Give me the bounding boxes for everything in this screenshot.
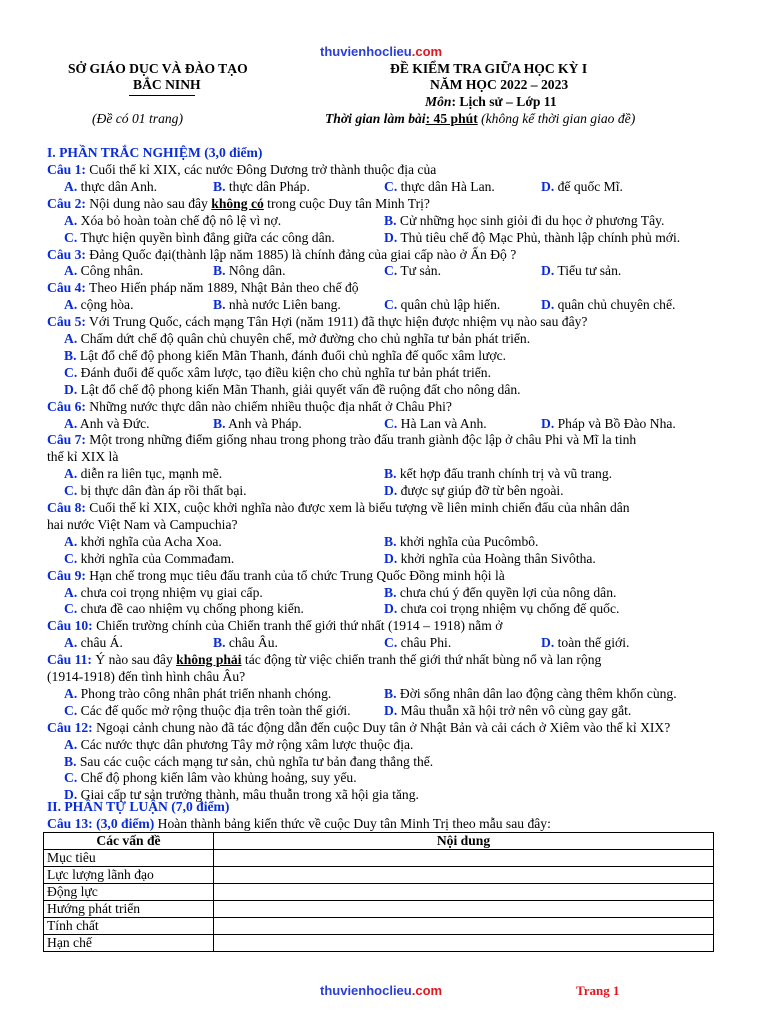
table-cell-empty[interactable] xyxy=(214,935,714,952)
emphasis-text: không có xyxy=(211,195,264,211)
answer-option[interactable] xyxy=(213,263,286,280)
option-text: quân chủ lập hiến. xyxy=(400,297,501,313)
answer-option[interactable] xyxy=(541,416,676,433)
option-letter: A. xyxy=(64,415,78,431)
table-cell: Tính chất xyxy=(44,918,214,935)
option-letter: C. xyxy=(384,415,398,431)
option-text: Các nước thực dân phương Tây mở rộng xâm lược thuộc địa. xyxy=(80,736,414,752)
option-letter: A. xyxy=(64,635,78,651)
question-text: Đảng Quốc đại(thành lập năm 1885) là chính đảng của giai cấp nào ở Ấn Độ ? xyxy=(85,246,517,262)
option-text: kết hợp đấu tranh chính trị và vũ trang. xyxy=(399,466,613,482)
table-cell: Hướng phát triển xyxy=(44,901,214,918)
question-text: Ngoại cảnh chung nào đã tác động dẫn đến cuộc Duy tân ở Nhật Bản và cải cách ở Xiêm vào thế kỉ XIX? xyxy=(92,719,671,735)
option-letter: D. xyxy=(64,381,78,397)
question-3 xyxy=(47,247,742,264)
option-letter: D. xyxy=(384,483,398,499)
answer-option[interactable] xyxy=(384,466,612,483)
question-text: trong cuộc Duy tân Minh Trị? xyxy=(263,195,430,211)
option-text: Anh và Pháp. xyxy=(228,415,302,431)
option-text: khởi nghĩa của Acha Xoa. xyxy=(80,533,222,549)
option-letter: C. xyxy=(64,702,78,718)
option-letter: B. xyxy=(213,415,226,431)
option-letter: D. xyxy=(541,178,555,194)
watermark-domain: .com xyxy=(411,983,443,998)
answer-option[interactable] xyxy=(213,179,310,196)
answer-option[interactable] xyxy=(64,297,133,314)
question-6 xyxy=(47,399,742,416)
option-text: châu Á. xyxy=(80,635,123,651)
subject-value: : Lịch sử – Lớp 11 xyxy=(451,94,557,109)
option-letter: C. xyxy=(64,364,78,380)
question-text: Theo Hiến pháp năm 1889, Nhật Bản theo chế độ xyxy=(85,280,359,296)
answer-option[interactable] xyxy=(384,686,677,703)
option-letter: B. xyxy=(64,347,77,363)
option-text: chưa coi trọng nhiệm vụ giai cấp. xyxy=(80,584,263,600)
option-letter: B. xyxy=(384,212,397,228)
department-name: SỞ GIÁO DỤC VÀ ĐÀO TẠO xyxy=(68,61,248,76)
option-text: khởi nghĩa của Hoàng thân Sivôtha. xyxy=(400,550,596,566)
answer-option[interactable] xyxy=(64,348,506,365)
answer-option[interactable] xyxy=(384,635,451,652)
table-cell-empty[interactable] xyxy=(214,918,714,935)
answer-option[interactable] xyxy=(64,585,263,602)
option-text: chưa coi trọng nhiệm vụ chống đế quốc. xyxy=(400,601,620,617)
answer-option[interactable] xyxy=(64,601,304,618)
question-9 xyxy=(47,568,742,585)
question-2 xyxy=(47,196,742,213)
option-text: Cử những học sinh giỏi đi du học ở phương Tây. xyxy=(399,212,665,228)
watermark-top xyxy=(320,44,442,60)
question-label: Câu 11: xyxy=(47,652,92,668)
answer-option[interactable] xyxy=(64,483,247,500)
answer-option[interactable] xyxy=(64,770,357,787)
table-row xyxy=(44,935,714,952)
part1-title: I. PHẦN TRẮC NGHIỆM (3,0 điểm) xyxy=(47,145,263,160)
answer-option[interactable] xyxy=(384,601,619,618)
table-row xyxy=(44,867,714,884)
answer-option[interactable] xyxy=(64,703,351,720)
answer-option[interactable] xyxy=(384,551,596,568)
question-label: Câu 13: (3,0 điểm) xyxy=(47,816,155,831)
question-label: Câu 9: xyxy=(47,567,86,583)
answer-option[interactable] xyxy=(213,416,302,433)
option-text: châu Phi. xyxy=(400,635,452,651)
question-label: Câu 5: xyxy=(47,314,86,330)
option-text: khởi nghĩa của Pucômbô. xyxy=(399,533,539,549)
option-text: cộng hòa. xyxy=(80,297,134,313)
table-row xyxy=(44,901,714,918)
part2-title: II. PHẦN TỰ LUẬN (7,0 điểm) xyxy=(47,799,230,814)
table-header-cell: Các vấn đề xyxy=(44,833,214,850)
option-letter: B. xyxy=(213,635,226,651)
option-letter: C. xyxy=(384,178,398,194)
option-text: diễn ra liên tục, mạnh mẽ. xyxy=(80,466,223,482)
option-text: Nông dân. xyxy=(228,263,286,279)
answer-option[interactable] xyxy=(541,635,629,652)
option-text: Chấm dứt chế độ quân chủ chuyên chế, mở đường cho chủ nghĩa tư bản phát triển. xyxy=(80,331,531,346)
table-cell-empty[interactable] xyxy=(214,901,714,918)
question-text: Hạn chế trong mục tiêu đấu tranh của tổ chức Trung Quốc Đồng minh hội là xyxy=(85,567,505,583)
option-letter: D. xyxy=(541,415,555,431)
table-row xyxy=(44,918,714,935)
option-text: Xóa bỏ hoàn toàn chế độ nô lệ vì nợ. xyxy=(80,212,282,228)
province-name: BẮC NINH xyxy=(133,77,201,92)
question-label: Câu 3: xyxy=(47,246,86,262)
question-5 xyxy=(47,314,742,331)
answer-option[interactable] xyxy=(384,703,631,720)
question-label: Câu 1: xyxy=(47,162,86,177)
option-text: Tiểu tư sản. xyxy=(557,263,622,279)
answer-option[interactable] xyxy=(384,179,495,196)
watermark-text: thuvienhoclieu xyxy=(320,44,412,59)
question-7 xyxy=(47,432,742,449)
option-letter: C. xyxy=(64,483,78,499)
option-letter: C. xyxy=(64,229,78,245)
answer-option[interactable] xyxy=(64,754,433,771)
answer-option[interactable] xyxy=(384,230,680,247)
answer-option[interactable] xyxy=(384,416,487,433)
answer-option[interactable] xyxy=(384,213,664,230)
answer-option[interactable] xyxy=(64,331,530,348)
answer-option[interactable] xyxy=(384,534,538,551)
option-text: Công nhân. xyxy=(80,263,144,279)
table-row xyxy=(44,850,714,867)
option-letter: B. xyxy=(213,263,226,279)
option-letter: C. xyxy=(384,635,398,651)
time-note: (không kể thời gian giao đề) xyxy=(481,111,636,126)
option-letter: B. xyxy=(213,297,226,313)
option-letter: B. xyxy=(213,178,226,194)
option-text: Tư sản. xyxy=(400,263,441,279)
question-label: Câu 4: xyxy=(47,280,86,296)
option-letter: C. xyxy=(384,297,398,313)
table-cell-empty[interactable] xyxy=(214,867,714,884)
table-row xyxy=(44,884,714,901)
option-text: Giai cấp tư sản trưởng thành, mâu thuẫn trong xã hội gia tăng. xyxy=(80,787,419,803)
option-letter: C. xyxy=(64,601,78,617)
option-text: quân chủ chuyên chế. xyxy=(557,297,676,313)
question-4 xyxy=(47,280,742,297)
question-text: Chiến trường chính của Chiến tranh thế giới thứ nhất (1914 – 1918) nằm ở xyxy=(92,618,503,634)
option-text: chưa chú ý đến quyền lợi của nông dân. xyxy=(399,584,617,600)
option-text: Phong trào công nhân phát triển nhanh chóng. xyxy=(80,685,332,701)
option-letter: D. xyxy=(541,635,555,651)
question-text: Cuối thế kỉ XIX, cuộc khởi nghĩa nào được xem là biểu tượng về liên minh chiến đấu của nhân dân xyxy=(85,500,630,515)
page-number: Trang 1 xyxy=(576,983,620,998)
question-text-continued: (1914-1918) đến tình hình châu Âu? xyxy=(47,669,246,684)
option-text: Pháp và Bồ Đào Nha. xyxy=(557,415,676,431)
option-letter: C. xyxy=(64,770,78,786)
watermark-text: thuvienhoclieu xyxy=(320,983,412,998)
pages-note: (Đề có 01 trang) xyxy=(92,111,183,126)
question-8 xyxy=(47,500,742,517)
answer-option[interactable] xyxy=(384,263,441,280)
question-1 xyxy=(47,162,742,179)
answer-option[interactable] xyxy=(541,179,623,196)
option-text: được sự giúp đỡ từ bên ngoài. xyxy=(400,483,564,499)
option-letter: A. xyxy=(64,297,78,313)
option-text: Hà Lan và Anh. xyxy=(400,415,487,431)
option-letter: D. xyxy=(384,601,398,617)
option-letter: C. xyxy=(384,263,398,279)
header-underline xyxy=(129,95,195,96)
emphasis-text: không phải xyxy=(176,652,242,668)
option-letter: A. xyxy=(64,533,78,549)
table-cell: Lực lượng lãnh đạo xyxy=(44,867,214,884)
question-text: Cuối thế kỉ XIX, các nước Đông Dương trở thành thuộc địa của xyxy=(85,162,437,177)
option-letter: B. xyxy=(384,685,397,701)
answer-option[interactable] xyxy=(64,686,331,703)
question-label: Câu 2: xyxy=(47,195,86,211)
question-text: Những nước thực dân nào chiếm nhiều thuộc địa nhất ở Châu Phi? xyxy=(85,398,452,414)
table-cell: Hạn chế xyxy=(44,935,214,952)
answer-option[interactable] xyxy=(64,466,222,483)
question-label: Câu 7: xyxy=(47,432,86,448)
option-text: thực dân Pháp. xyxy=(228,178,310,194)
answer-option[interactable] xyxy=(384,483,564,500)
answer-option[interactable] xyxy=(64,365,491,382)
answer-option[interactable] xyxy=(64,382,521,399)
option-text: đế quốc Mĩ. xyxy=(557,178,623,194)
option-text: thực dân Anh. xyxy=(80,178,158,194)
option-text: Chế độ phong kiến lâm vào khủng hoảng, suy yếu. xyxy=(80,770,357,786)
question-text: Một trong những điểm giống nhau trong phong trào đấu tranh giành độc lập ở châu Phi và Mĩ la tinh xyxy=(85,432,637,448)
question-12 xyxy=(47,720,742,737)
question-label: Câu 6: xyxy=(47,398,86,414)
option-letter: D. xyxy=(384,229,398,245)
option-text: Đánh đuổi đế quốc xâm lược, tạo điều kiện cho chủ nghĩa tư bản phát triển. xyxy=(80,364,491,380)
table-header-cell: Nội dung xyxy=(214,833,714,850)
answer-option[interactable] xyxy=(541,263,621,280)
option-text: toàn thế giới. xyxy=(557,635,630,651)
option-letter: D. xyxy=(541,297,555,313)
option-letter: B. xyxy=(384,466,397,482)
question-text-continued: thế kỉ XIX là xyxy=(47,449,119,465)
option-text: Thủ tiêu chế độ Mạc Phủ, thành lập chính phủ mới. xyxy=(400,229,681,245)
exam-title: ĐỀ KIỂM TRA GIỮA HỌC KỲ I xyxy=(390,61,588,76)
table-cell: Mục tiêu xyxy=(44,850,214,867)
option-letter: A. xyxy=(64,212,78,228)
option-letter: A. xyxy=(64,263,78,279)
option-letter: A. xyxy=(64,331,78,346)
question-text-continued: hai nước Việt Nam và Campuchia? xyxy=(47,516,238,532)
option-letter: A. xyxy=(64,685,78,701)
table-cell: Động lực xyxy=(44,884,214,901)
option-text: Đời sống nhân dân lao động càng thêm khốn cùng. xyxy=(399,685,677,701)
question-label: Câu 8: xyxy=(47,500,86,515)
option-text: thực dân Hà Lan. xyxy=(400,178,495,194)
option-letter: A. xyxy=(64,466,78,482)
table-header-row xyxy=(44,833,714,850)
table-cell-empty[interactable] xyxy=(214,850,714,867)
question-text: Hoàn thành bảng kiến thức về cuộc Duy tân Minh Trị theo mẫu sau đây: xyxy=(154,816,551,831)
option-text: khởi nghĩa của Commađam. xyxy=(80,550,235,566)
subject-label: Môn xyxy=(425,94,452,109)
option-text: Lật đổ chế độ phong kiến Mãn Thanh, giải quyết vấn đề ruộng đất cho nông dân. xyxy=(80,381,521,397)
question-13 xyxy=(47,816,742,833)
answer-option[interactable] xyxy=(64,179,157,196)
option-text: châu Âu. xyxy=(228,635,278,651)
option-letter: B. xyxy=(64,753,77,769)
answer-option[interactable] xyxy=(213,635,278,652)
question-label: Câu 12: xyxy=(47,719,93,735)
answer-option[interactable] xyxy=(213,297,341,314)
option-letter: D. xyxy=(384,550,398,566)
question-10 xyxy=(47,618,742,635)
time-value: : 45 phút xyxy=(425,111,478,126)
question-label: Câu 10: xyxy=(47,618,93,634)
option-text: Thực hiện quyền bình đẳng giữa các công dân. xyxy=(80,229,335,245)
option-letter: B. xyxy=(384,533,397,549)
answer-option[interactable] xyxy=(64,534,222,551)
answer-option[interactable] xyxy=(384,585,616,602)
option-text: Các đế quốc mở rộng thuộc địa trên toàn thế giới. xyxy=(80,702,351,718)
option-text: chưa đề cao nhiệm vụ chống phong kiến. xyxy=(80,601,304,617)
watermark-domain: .com xyxy=(411,44,443,59)
option-text: nhà nước Liên bang. xyxy=(228,297,341,313)
answer-option[interactable] xyxy=(384,297,500,314)
subject-line xyxy=(425,94,557,110)
question-text: Nội dung nào sau đây xyxy=(85,195,212,211)
time-label: Thời gian làm bài xyxy=(325,111,426,126)
option-text: bị thực dân đàn áp rồi thất bại. xyxy=(80,483,247,499)
option-letter: D. xyxy=(64,787,78,803)
answer-option[interactable] xyxy=(64,230,335,247)
option-text: Lật đổ chế độ phong kiến Mãn Thanh, đánh đuổi chủ nghĩa đế quốc xâm lược. xyxy=(79,347,507,363)
question-11 xyxy=(47,652,742,669)
option-letter: B. xyxy=(384,584,397,600)
school-year: NĂM HỌC 2022 – 2023 xyxy=(430,77,569,92)
watermark-bottom xyxy=(320,983,442,999)
option-letter: A. xyxy=(64,178,78,194)
table-cell-empty[interactable] xyxy=(214,884,714,901)
option-text: Anh và Đức. xyxy=(79,415,150,431)
time-line xyxy=(325,111,635,127)
option-text: Mâu thuẫn xã hội trở nên vô cùng gay gắt. xyxy=(400,702,632,718)
answer-option[interactable] xyxy=(64,551,234,568)
answer-option[interactable] xyxy=(64,737,413,754)
option-text: Sau các cuộc cách mạng tư sản, chủ nghĩa tư bản đang thắng thế. xyxy=(79,753,434,769)
answer-option[interactable] xyxy=(64,416,150,433)
answer-option[interactable] xyxy=(64,635,123,652)
answer-option[interactable] xyxy=(541,297,675,314)
option-letter: A. xyxy=(64,736,78,752)
option-letter: D. xyxy=(541,263,555,279)
option-letter: A. xyxy=(64,584,78,600)
question-text: tác động từ việc chiến tranh thế giới thứ nhất bùng nổ và lan rộng xyxy=(241,652,602,668)
option-letter: D. xyxy=(384,702,398,718)
answer-option[interactable] xyxy=(64,263,143,280)
option-letter: C. xyxy=(64,550,78,566)
question-text: Ý nào sau đây xyxy=(91,652,177,668)
knowledge-table xyxy=(43,832,714,952)
question-text: Với Trung Quốc, cách mạng Tân Hợi (năm 1911) đã thực hiện được nhiệm vụ nào sau đây? xyxy=(85,314,588,330)
answer-option[interactable] xyxy=(64,213,281,230)
